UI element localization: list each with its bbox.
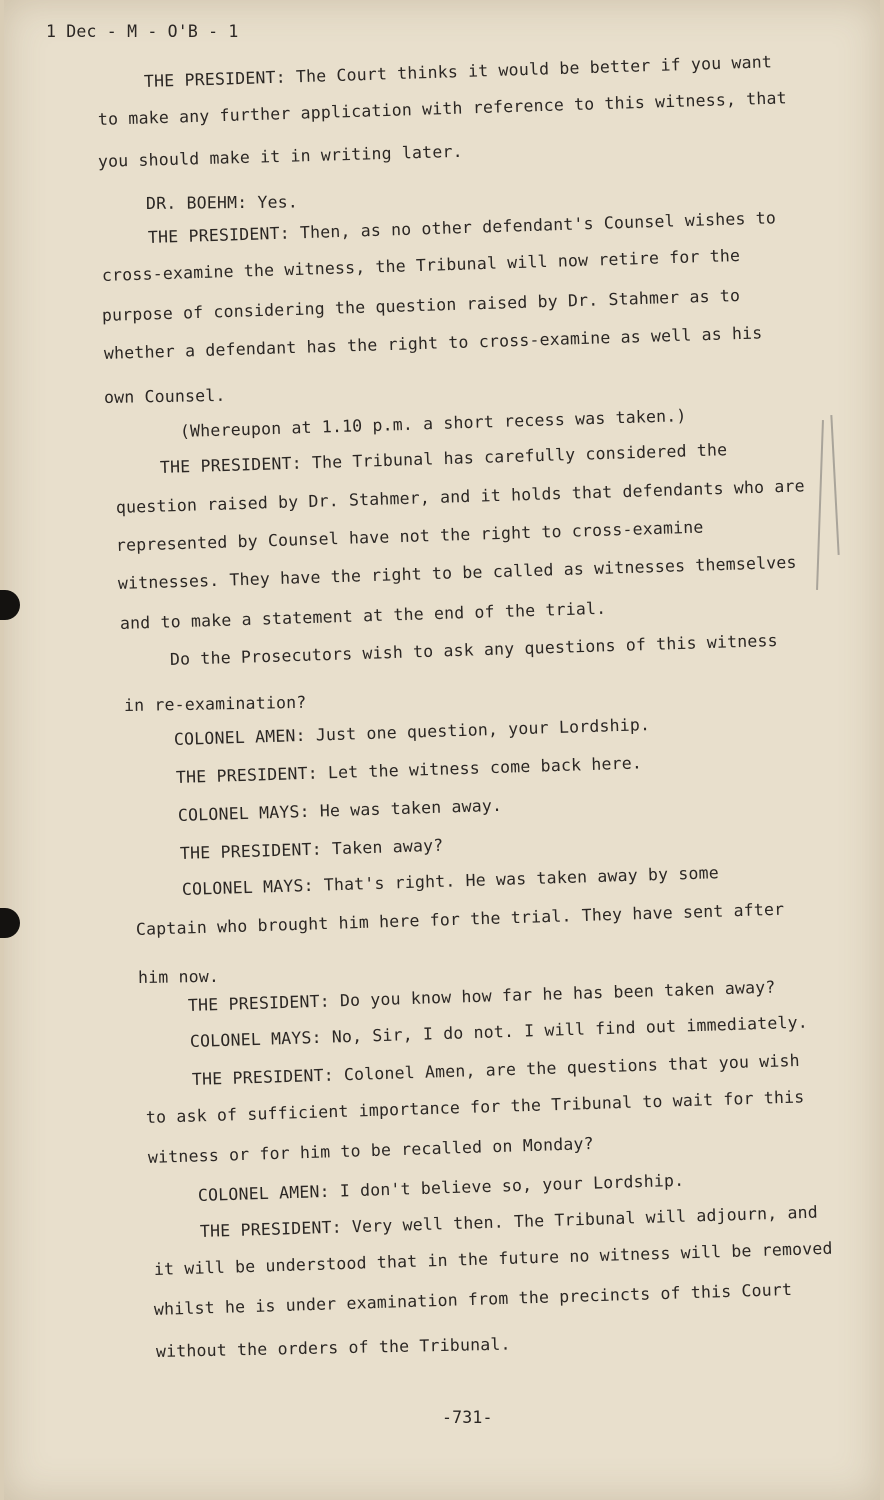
transcript-line: Captain who brought him here for the trial. They have sent after [135,899,785,939]
transcript-line: THE PRESIDENT: Let the witness come back here. [175,753,643,787]
transcript-line: to ask of sufficient importance for the Tribunal to wait for this [145,1087,805,1127]
transcript-line: THE PRESIDENT: The Court thinks it would be better if you want [143,52,773,91]
transcript-line: THE PRESIDENT: Colonel Amen, are the questions that you wish [191,1050,801,1089]
transcript-line: COLONEL MAYS: He was taken away. [177,795,503,825]
transcript-line: you should make it in writing later. [97,141,463,171]
transcript-line: DR. BOEHM: Yes. [145,192,299,213]
transcript-line: represented by Counsel have not the right to cross-examine [115,517,704,555]
transcript-line: it will be understood that in the future no witness will be removed [153,1238,833,1279]
transcript-line: him now. [137,966,220,987]
punch-hole [0,590,20,620]
transcript-line: COLONEL MAYS: No, Sir, I do not. I will find out immediately. [189,1012,809,1051]
transcript-line: purpose of considering the question raised by Dr. Stahmer as to [101,285,741,325]
transcript-line: without the orders of the Tribunal. [155,1334,511,1361]
transcript-line: COLONEL MAYS: That's right. He was taken away by some [181,863,720,899]
transcript-line: THE PRESIDENT: The Tribunal has carefully considered the [159,440,728,477]
transcript-line: to make any further application with reference to this witness, that [97,88,788,129]
transcript-page [4,0,880,1500]
transcript-line: in re-examination? [123,692,307,715]
transcript-line: COLONEL AMEN: I don't believe so, your Lordship. [197,1170,685,1205]
page-number: -731- [442,1408,493,1427]
transcript-line: own Counsel. [103,385,226,407]
transcript-line: whether a defendant has the right to cross-examine as well as his [103,323,763,363]
transcript-line: witnesses. They have the right to be called as witnesses themselves [117,552,797,593]
transcript-line: THE PRESIDENT: Do you know how far he has been taken away? [187,977,776,1015]
transcript-line: and to make a statement at the end of the trial. [119,598,607,633]
transcript-line: THE PRESIDENT: Very well then. The Tribunal will adjourn, and [199,1202,819,1241]
transcript-line: COLONEL AMEN: Just one question, your Lordship. [173,715,651,749]
transcript-line: witness or for him to be recalled on Monday? [147,1133,594,1167]
transcript-line: THE PRESIDENT: Then, as no other defendant's Counsel wishes to [147,208,777,247]
transcript-line: cross-examine the witness, the Tribunal will now retire for the [101,245,741,285]
transcript-line: whilst he is under examination from the precincts of this Court [153,1279,793,1319]
pencil-margin-line [830,415,839,555]
pencil-margin-line [816,420,824,590]
punch-hole [0,908,20,938]
page-header: 1 Dec - M - O'B - 1 [46,22,239,41]
transcript-line: THE PRESIDENT: Taken away? [179,835,444,863]
transcript-line: (Whereupon at 1.10 p.m. a short recess was taken.) [179,406,687,441]
transcript-line: question raised by Dr. Stahmer, and it holds that defendants who are [115,476,806,517]
transcript-line: Do the Prosecutors wish to ask any questions of this witness [169,630,779,669]
